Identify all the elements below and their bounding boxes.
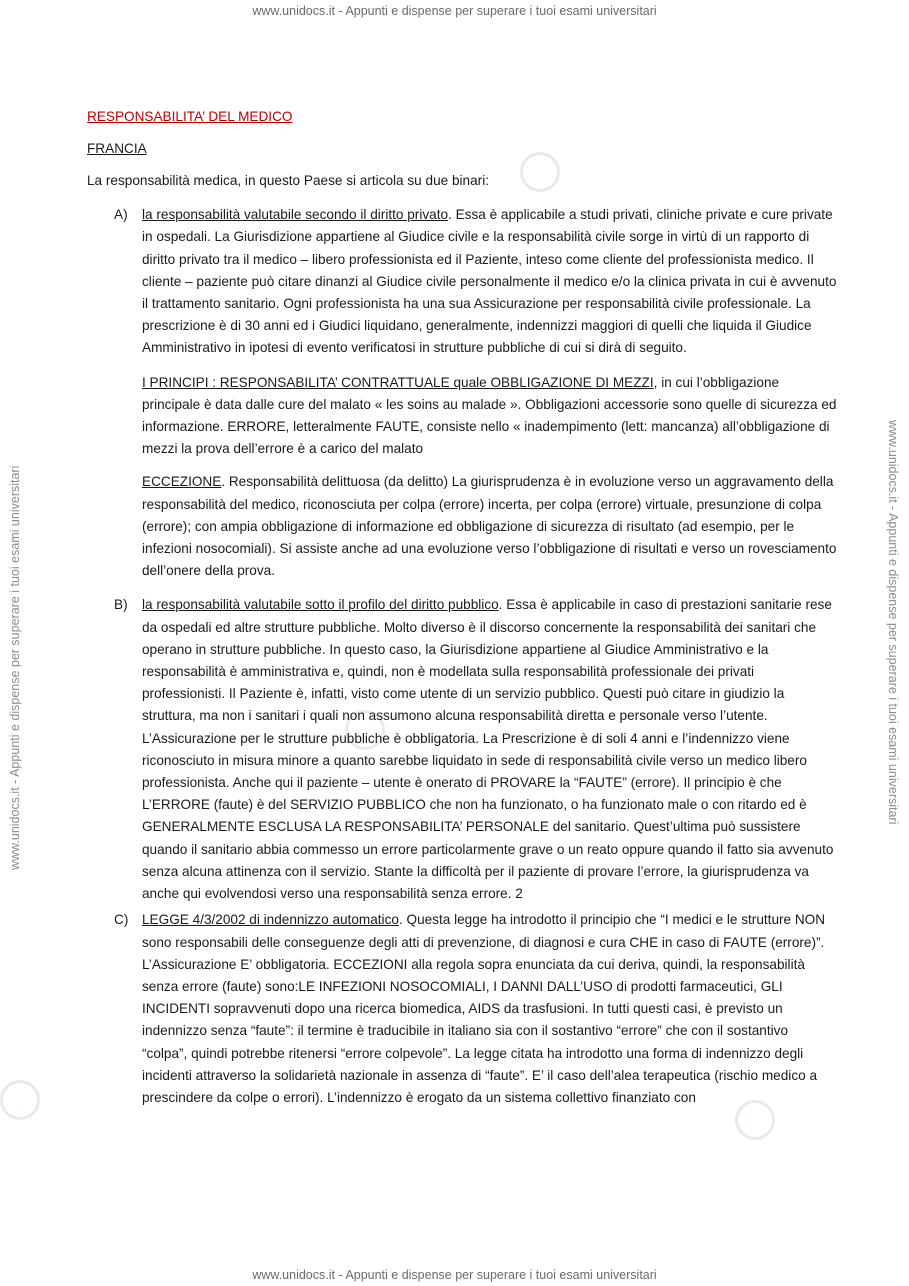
list-marker: C): [114, 912, 129, 928]
list-item-heading: la responsabilità valutabile secondo il diritto privato: [142, 207, 449, 223]
document-title: RESPONSABILITA’ DEL MEDICO: [87, 109, 293, 124]
list-item-text: [142, 909, 837, 1109]
watermark-logo-icon: [0, 1080, 40, 1120]
intro-paragraph: La responsabilità medica, in questo Paese si articola su due binari:: [87, 173, 490, 188]
list-item: [87, 204, 837, 359]
list-item-text: [142, 204, 837, 359]
list-marker: A): [114, 207, 128, 223]
list-item-heading: la responsabilità valutabile sotto il profilo del diritto pubblico: [142, 597, 499, 613]
list-item-body: . Questa legge ha introdotto il principio che “I medici e le strutture NON sono responsabili delle conseguenze degli atti di prevenzione, di diagnosi e cura CHE in caso di FAUTE (errore)”. L’Assicurazione E’ obbligatoria. ECCEZIONI alla regola sopra enunciata da cui deriva, quindi, la responsabilità senza errore (faute) sono:LE INFEZIONI NOSOCOMIALI, I DANNI DALL’USO di prodotti farmaceutici, GLI INCIDENTI sopravvenuti dopo una ricerca biomedica, AIDS da trasfusioni. In tutti questi casi, è previsto un indennizzo senza “faute”: il termine è traducibile in italiano sia con il sostantivo “errore” che con il sostantivo “colpa”, quindi potrebbe ritenersi “errore colpevole”. La legge citata ha introdotto una forma di indennizzo degli incidenti attraverso la solidarietà nazionale in assenza di “faute”. E’ il caso dell’alea terapeutica (rischio medico a prescindere da colpe o errori). L’indennizzo è erogato da un sistema collettivo finanziato con: [142, 912, 826, 1105]
document-body: [87, 106, 837, 1113]
list-item: [87, 594, 837, 905]
section-heading: FRANCIA: [87, 141, 147, 156]
watermark-left: www.unidocs.it - Appunti e dispense per superare i tuoi esami universitari: [8, 465, 22, 870]
principi-text: , in cui l’obbligazione principale è data dalle cure del malato « les soins au malade ». Obbligazioni accessorie sono quelle di sicurezza ed informazione. ERRORE, letteralmente FAUTE, consiste nello « inadempimento (lett: mancanza) all’obbligazione di mezzi la prova dell’errore è a carico del malato: [142, 374, 837, 457]
eccezione-heading: ECCEZIONE: [142, 474, 222, 490]
watermark-bottom: www.unidocs.it - Appunti e dispense per superare i tuoi esami universitari: [252, 1268, 657, 1282]
eccezione-paragraph: [142, 471, 837, 582]
list-item-heading: LEGGE 4/3/2002 di indennizzo automatico: [142, 912, 399, 928]
watermark-right: www.unidocs.it - Appunti e dispense per superare i tuoi esami universitari: [886, 420, 900, 825]
eccezione-text: . Responsabilità delittuosa (da delitto) La giurisprudenza è in evoluzione verso un aggravamento della responsabilità del medico, riconosciuta per colpa (errore) incerta, per colpa (errore) virtuale, presunzione di colpa (errore); con ampia obbligazione di informazione ed obbligazione di sicurezza di risultato (ad esempio, per le infezioni nosocomiali). Si assiste anche ad una evoluzione verso l’obbligazione di risultati e verso un rovesciamento dell’onere della prova.: [142, 474, 837, 579]
principi-heading: I PRINCIPI : RESPONSABILITA’ CONTRATTUALE quale OBBLIGAZIONE DI MEZZI: [142, 374, 654, 390]
list-item-body: . Essa è applicabile in caso di prestazioni sanitarie rese da ospedali ed altre strutture pubbliche. Molto diverso è il discorso concernente la responsabilità dei sanitari che operano in strutture pubbliche. In questo caso, la Giurisdizione appartiene al Giudice Amministrativo e la responsabilità è amministrativa e, quindi, non è modellata sulla responsabilità professionale dei privati professionisti. Il Paziente è, infatti, visto come utente di un servizio pubblico. Questi può citare in giudizio la struttura, ma non i sanitari i quali non assumono alcuna responsabilità diretta e personale verso l’utente. L’Assicurazione per le strutture pubbliche è obbligatoria. La Prescrizione è di soli 4 anni e l’indennizzo viene riconosciuto in misura minore a quanto sarebbe liquidato in sede di responsabilità civile verso un medico libero professionista. Anche qui il paziente – utente è onerato di PROVARE la “FAUTE” (errore). Il principio è che L’ERRORE (faute) è del SERVIZIO PUBBLICO che non ha funzionato, o ha funzionato male o con ritardo ed è GENERALMENTE ESCLUSA LA RESPONSABILITA’ PERSONALE del sanitario. Quest’ultima può sussistere quando il sanitario abbia commesso un errore particolarmente grave o un reato oppure quando il fatto sia avvenuto senza alcuna attinenza con il servizio. Stante la difficoltà per il paziente di provare l’errore, la giurisprudenza va anche qui evolvendosi verso una responsabilità senza errore. 2: [142, 597, 834, 902]
list-item-body: . Essa è applicabile a studi privati, cliniche private e cure private in ospedali. La Giurisdizione appartiene al Giudice civile e la responsabilità civile sorge in virtù di un rapporto di diritto privato tra il medico – libero professionista ed il Paziente, inteso come cliente del professionista medico. Il cliente – paziente può citare dinanzi al Giudice civile personalmente il medico e/o la clinica privata in cui è avvenuto il trattamento sanitario. Ogni professionista ha una sua Assicurazione per responsabilità civile professionale. La prescrizione è di 30 anni ed i Giudici liquidano, generalmente, indennizzi maggiori di quelli che liquida il Giudice Amministrativo in ipotesi di evento verificatosi in strutture pubbliche di cui si dirà di seguito.: [142, 207, 837, 356]
list-marker: B): [114, 597, 128, 613]
list-item-text: [142, 594, 837, 905]
list-item: [87, 909, 837, 1109]
watermark-top: www.unidocs.it - Appunti e dispense per superare i tuoi esami universitari: [252, 4, 657, 18]
principi-paragraph: [142, 372, 837, 461]
